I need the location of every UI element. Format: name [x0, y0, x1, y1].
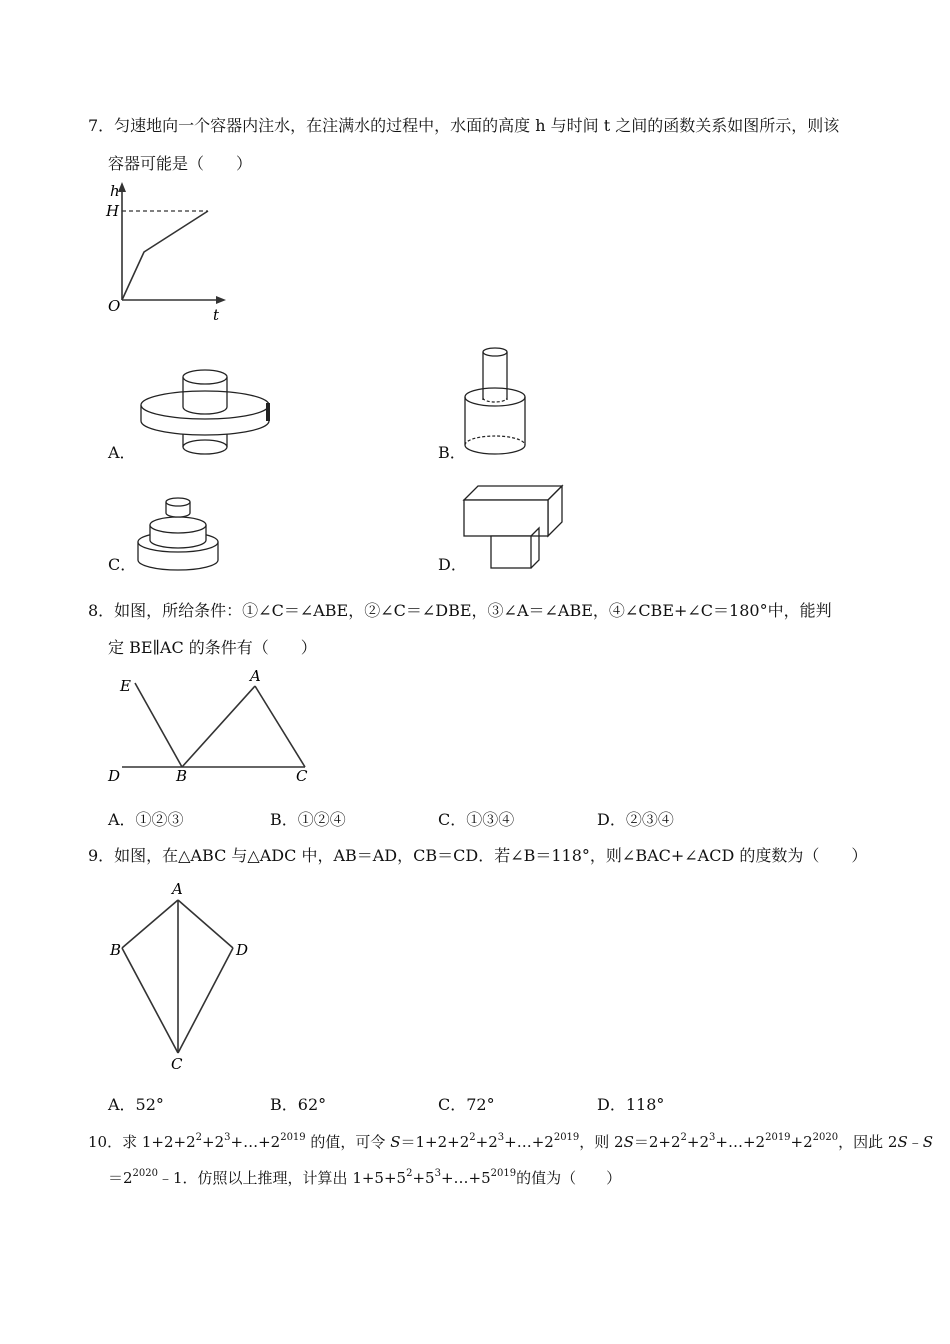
- q9-option-d: D．118°: [597, 1095, 665, 1114]
- q9-option-b: B．62°: [270, 1095, 327, 1114]
- q7-text-line2: 容器可能是（ ）: [108, 154, 253, 173]
- q9-label-D: D: [236, 941, 249, 959]
- q9-label-B: B: [110, 941, 122, 959]
- q8-option-d: D．②③④: [597, 810, 674, 829]
- q8-figure: [100, 665, 320, 790]
- q7-option-b-figure: [460, 345, 540, 457]
- q7-option-a-label: A．: [108, 443, 136, 462]
- q8-text-line1: 8．如图，所给条件：①∠C＝∠ABE，②∠C＝∠DBE，③∠A＝∠ABE，④∠CBE+∠C＝180°中，能判: [88, 601, 832, 620]
- q7-option-c-label: C．: [108, 555, 137, 574]
- q9-text: 9．如图，在△ABC 与△ADC 中，AB＝AD，CB＝CD．若∠B＝118°，则∠BAC+∠ACD 的度数为（ ）: [88, 846, 868, 865]
- q10-text-line1: 10．求 $1+2+2^2+2^3+\dots+2^{2019}$ 的值，可令 $S=1+2+2^2+2^3+\dots+2^{2019}$，则 $2S=2+2^2+2^3+\dots+2^{2019}+2^{2020}$，因此 2S﹣S: [88, 1132, 934, 1151]
- q8-label-E: E: [120, 677, 131, 695]
- q7-graph-origin-label: O: [108, 297, 121, 315]
- q7-option-a-figure: [135, 363, 275, 461]
- q8-option-c: C．①③④: [438, 810, 515, 829]
- q10-text-line2: $=2^{2020}﹣1$．仿照以上推理，计算出 $1+5+5^2+5^3+\dots+5^{2019}$的值为（ ）: [108, 1168, 622, 1187]
- q7-graph-H-label: H: [106, 202, 120, 220]
- q8-text-line2: 定 BE∥AC 的条件有（ ）: [108, 638, 317, 657]
- q8-label-A: A: [250, 667, 261, 685]
- q7-graph-t-label: t: [213, 306, 220, 324]
- q9-figure: [100, 875, 260, 1075]
- q8-label-B: B: [176, 767, 188, 785]
- q8-label-C: C: [296, 767, 308, 785]
- q8-option-b: B．①②④: [270, 810, 346, 829]
- q7-graph-h-label: h: [110, 182, 120, 200]
- q7-option-d-label: D．: [438, 555, 467, 574]
- q9-label-C: C: [171, 1055, 183, 1073]
- q7-option-c-figure: [132, 492, 224, 574]
- q7-h-t-graph: [100, 180, 240, 325]
- q7-option-d-figure: [462, 482, 566, 574]
- q7-text-line1: 7．匀速地向一个容器内注水，在注满水的过程中，水面的高度 h 与时间 t 之间的函数关系如图所示，则该: [88, 116, 840, 135]
- q9-option-c: C．72°: [438, 1095, 495, 1114]
- q8-label-D: D: [108, 767, 121, 785]
- q7-option-b-label: B．: [438, 443, 466, 462]
- q8-option-a: A．①②③: [108, 810, 184, 829]
- q9-option-a: A．52°: [108, 1095, 164, 1114]
- q9-label-A: A: [172, 880, 183, 898]
